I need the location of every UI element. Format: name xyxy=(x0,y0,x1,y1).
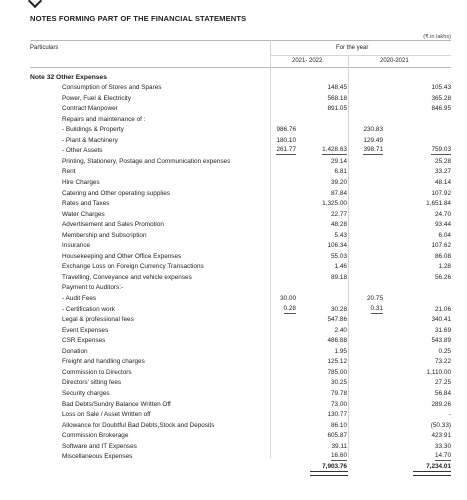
sub-amount-current: 986.76 xyxy=(276,126,296,134)
amount-current: 39.11 xyxy=(331,442,347,450)
amount-previous: 1,110.00 xyxy=(426,368,451,376)
amount-current: 79.78 xyxy=(331,389,347,397)
table-row xyxy=(0,442,467,451)
amount-current: 785.00 xyxy=(327,368,347,376)
amount-previous: 0.25 xyxy=(438,347,451,355)
table-row xyxy=(0,231,467,240)
amount-current: 125.12 xyxy=(327,358,347,366)
amount-current: 130.77 xyxy=(327,411,347,419)
row-label: Insurance xyxy=(62,242,91,250)
row-label: - Other Assets xyxy=(62,147,103,155)
row-label: Payment to Auditors:- xyxy=(62,284,124,292)
amount-current: 30.25 xyxy=(331,379,347,387)
row-label: Miscellaneous Expenses xyxy=(62,453,133,461)
table-row xyxy=(0,157,467,166)
table-row xyxy=(0,83,467,92)
sub-amount-current: 180.10 xyxy=(276,136,296,144)
row-label: Exchange Loss on Foreign Currency Transactions xyxy=(62,263,204,271)
table-row xyxy=(0,252,467,261)
table-row xyxy=(0,210,467,219)
table-row xyxy=(0,326,467,335)
amount-previous: 86.08 xyxy=(435,252,451,260)
amount-current: 106.34 xyxy=(327,242,347,250)
table-row xyxy=(0,452,467,461)
amount-previous: 48.14 xyxy=(435,178,451,186)
table-row xyxy=(0,178,467,187)
amount-previous: 365.28 xyxy=(431,94,451,102)
row-label: Security charges xyxy=(62,389,110,397)
table-row xyxy=(0,136,467,145)
note-title: Note 32 Other Expenses xyxy=(30,74,107,81)
table-row xyxy=(0,357,467,366)
amount-previous: 25.28 xyxy=(435,157,451,165)
sub-amount-previous: 129.49 xyxy=(363,136,383,144)
table-row xyxy=(0,167,467,176)
sub-amount-current: 261.77 xyxy=(276,146,296,154)
amount-previous: 31.69 xyxy=(435,326,451,334)
amount-previous: 14.70 xyxy=(435,452,451,460)
row-label: Housekeeping and Other Office Expenses xyxy=(62,252,182,260)
total-current: 7,903.76 xyxy=(322,463,347,470)
row-label: Printing, Stationery, Postage and Communication expenses xyxy=(62,157,231,165)
table-row xyxy=(0,241,467,250)
amount-previous: 340.41 xyxy=(431,316,451,324)
amount-previous: 27.25 xyxy=(435,379,451,387)
amount-previous: 33.27 xyxy=(435,168,451,176)
row-label: Contract Manpower xyxy=(62,105,118,113)
amount-current: 29.14 xyxy=(331,157,347,165)
row-label: CSR Expenses xyxy=(62,337,106,345)
amount-current: 87.84 xyxy=(331,189,347,197)
amount-previous: 21.06 xyxy=(435,305,451,313)
row-label: - Plant & Machinery xyxy=(62,136,118,144)
table-row xyxy=(0,273,467,282)
amount-previous: 33.30 xyxy=(435,442,451,450)
row-label: Rent xyxy=(62,168,76,176)
amount-current: 2.40 xyxy=(334,326,347,334)
amount-current: 73.00 xyxy=(331,400,347,408)
sub-amount-previous: 0.31 xyxy=(370,304,383,312)
row-label: Catering and Other operating supplies xyxy=(62,189,170,197)
table-row xyxy=(0,410,467,419)
header-top-rule xyxy=(30,40,451,41)
page-corner-mark xyxy=(28,0,42,8)
row-label: Travelling, Conveyance and vehicle expenses xyxy=(62,273,192,281)
total-previous: 7,234.01 xyxy=(426,463,451,470)
amount-previous: 6.04 xyxy=(438,231,451,239)
table-row xyxy=(0,400,467,409)
amount-previous: 105.43 xyxy=(431,84,451,91)
table-row xyxy=(0,262,467,271)
table-row xyxy=(0,104,467,113)
header-bottom-rule xyxy=(30,67,451,68)
particulars-header: Particulars xyxy=(30,45,59,51)
row-label: Legal & professional fees xyxy=(62,316,134,324)
table-row xyxy=(0,431,467,440)
row-label: Software and IT Expenses xyxy=(62,442,137,450)
table-row xyxy=(0,125,467,134)
table-row xyxy=(0,94,467,103)
amount-previous: 289.26 xyxy=(431,400,451,408)
amount-current: 48.28 xyxy=(331,221,347,229)
header-mid-rule xyxy=(270,55,451,56)
amount-current: 568.18 xyxy=(327,94,347,102)
row-label: Donation xyxy=(62,347,88,355)
amount-previous: 56.26 xyxy=(435,273,451,281)
row-label: Water Charges xyxy=(62,210,105,218)
row-label: Commission Brokerage xyxy=(62,432,129,440)
amount-previous: 56.84 xyxy=(435,389,451,397)
amount-previous: 759.03 xyxy=(431,146,451,154)
row-label: Advertisement and Sales Promotion xyxy=(62,221,164,229)
amount-current: 148.45 xyxy=(327,84,347,91)
row-label: Loss on Sale / Asset Written off xyxy=(62,411,151,419)
table-row xyxy=(0,220,467,229)
amount-previous: 423.91 xyxy=(431,432,451,440)
row-label: Repairs and maintenance of : xyxy=(62,115,146,123)
amount-current: 605.87 xyxy=(327,432,347,440)
row-label: - Certification work xyxy=(62,305,115,313)
sub-amount-previous: 230.83 xyxy=(363,126,383,134)
table-row xyxy=(0,199,467,208)
row-label: Bad Debts/Sundry Balance Written Off xyxy=(62,400,171,408)
amount-previous: 1,651.84 xyxy=(426,200,451,208)
sub-amount-current: 0.28 xyxy=(283,304,296,312)
current-year-header: 2021- 2022 xyxy=(292,58,323,64)
amount-current: 547.86 xyxy=(327,316,347,324)
amount-current: 22.77 xyxy=(331,210,347,218)
amount-current: 5.43 xyxy=(334,231,347,239)
table-row xyxy=(0,368,467,377)
row-label: Allowance for Doubtful Bad Debts,Stock and Deposits xyxy=(62,421,215,429)
amount-current: 486.88 xyxy=(327,337,347,345)
sub-amount-previous: 20.75 xyxy=(367,295,383,302)
amount-current: 1.46 xyxy=(334,263,347,271)
table-row xyxy=(0,294,467,303)
sub-amount-current: 30.00 xyxy=(280,295,296,302)
amount-previous: 73.22 xyxy=(435,358,451,366)
sub-amount-previous: 398.71 xyxy=(363,146,383,154)
table-row xyxy=(0,347,467,356)
table-row xyxy=(0,378,467,387)
table-row xyxy=(0,421,467,430)
row-label: Membership and Subscription xyxy=(62,231,147,239)
row-label: Hire Charges xyxy=(62,178,100,186)
previous-year-header: 2020-2021 xyxy=(380,58,409,64)
amount-previous: 543.89 xyxy=(431,337,451,345)
amount-current: 1.95 xyxy=(334,347,347,355)
amount-current: 1,428.63 xyxy=(322,146,347,154)
table-row xyxy=(0,283,467,292)
table-row xyxy=(0,115,467,124)
amount-previous: 107.92 xyxy=(431,189,451,197)
totals-row xyxy=(0,462,467,471)
amount-current: 30.28 xyxy=(331,305,347,313)
row-label: Freight and handling charges xyxy=(62,358,145,366)
row-label: - Audit Fees xyxy=(62,295,97,302)
total-previous-underline xyxy=(413,471,451,476)
table-row xyxy=(0,146,467,155)
row-label: Power, Fuel & Electricity xyxy=(62,94,131,102)
amount-previous: 846.95 xyxy=(431,105,451,113)
amount-previous: 1.28 xyxy=(438,263,451,271)
amount-current: 86.10 xyxy=(331,421,347,429)
row-label: Event Expenses xyxy=(62,326,109,334)
amount-current: 39.20 xyxy=(331,178,347,186)
row-label: Consumption of Stores and Spares xyxy=(62,84,162,91)
page-title: NOTES FORMING PART OF THE FINANCIAL STATEMENTS xyxy=(30,14,247,23)
amount-previous: (50.33) xyxy=(430,421,451,429)
amount-current: 891.05 xyxy=(327,105,347,113)
amount-previous: - xyxy=(448,411,451,419)
table-row xyxy=(0,389,467,398)
amount-previous: 93.44 xyxy=(435,221,451,229)
period-header: For the year xyxy=(336,45,369,51)
table-row xyxy=(0,336,467,345)
unit-label: (₹ in lakhs) xyxy=(423,34,451,40)
total-current-underline xyxy=(310,471,348,476)
table-row xyxy=(0,315,467,324)
amount-current: 1,325.00 xyxy=(322,200,347,208)
row-label: - Buildings & Property xyxy=(62,126,124,134)
table-row xyxy=(0,305,467,314)
amount-previous: 24.70 xyxy=(435,210,451,218)
amount-current: 6.81 xyxy=(334,168,347,176)
amount-current: 55.03 xyxy=(331,252,347,260)
amount-current: 16.60 xyxy=(331,452,347,460)
amount-current: 89.18 xyxy=(331,273,347,281)
row-label: Commission to Directors xyxy=(62,368,132,376)
table-row xyxy=(0,189,467,198)
row-label: Rates and Taxes xyxy=(62,200,110,208)
amount-previous: 107.62 xyxy=(431,242,451,250)
row-label: Directors' sitting fees xyxy=(62,379,122,387)
